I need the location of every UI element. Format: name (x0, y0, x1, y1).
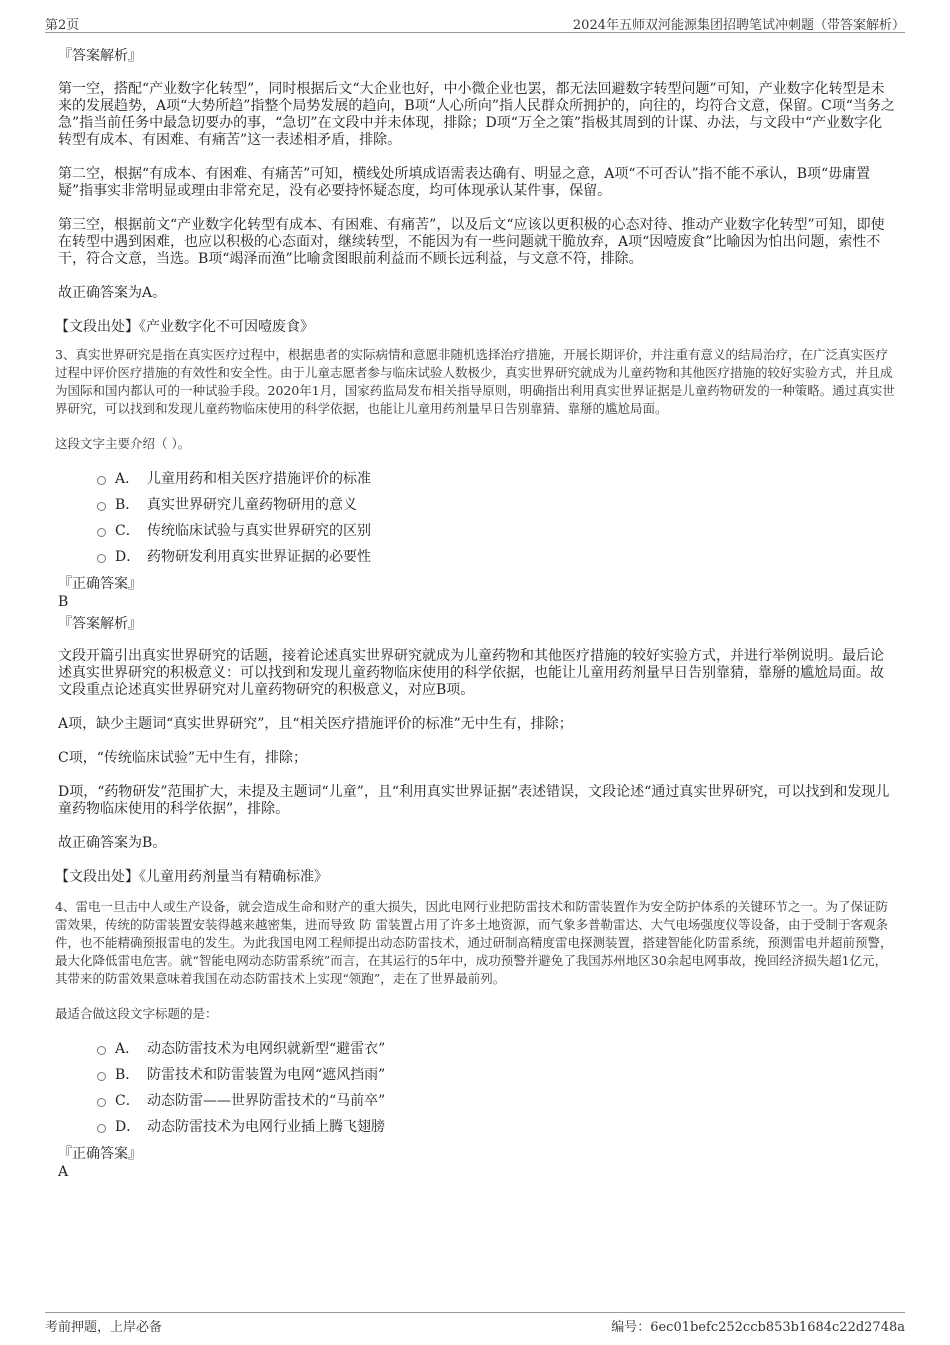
correct-answer: B (58, 594, 69, 610)
question-3-prompt: 这段文字主要介绍（ ）。 (55, 436, 191, 451)
radio-icon[interactable] (97, 502, 106, 511)
answer-analysis-label: 『答案解析』 (58, 48, 142, 64)
radio-icon[interactable] (97, 476, 106, 485)
option-c[interactable]: C． 动态防雷——世界防雷技术的“马前卒” (97, 1088, 895, 1114)
analysis-paragraph: D项，“药物研发”范围扩大，未提及主题词“儿童”，且“利用真实世界证据”表述错误，文段论述“通过真实世界研究，可以找到和发现儿童药物临床使用的科学依据”，排除。 (58, 784, 890, 817)
correct-answer: A (58, 1164, 69, 1180)
analysis-paragraph: 第一空，搭配“产业数字化转型”，同时根据后文“大企业也好，中小微企业也罢，都无法回避数字转型问题”可知，产业数字化转型是未来的发展趋势，A项“大势所趋”指整个局势发展的趋向，B项“人心所向”指人民群众所拥护的，向往的，均符合文意，保留。C项“当务之急”指当前任务中最急切要办的事，“急切”在文段中并未体现，排除；D项“万全之策”指极其周到的计谋、办法，与文段中“产业数字化转型有成本、有困难、有痛苦”这一表述相矛盾，排除。 (58, 81, 895, 148)
page-footer (45, 1312, 905, 1335)
passage-source: 【文段出处】《儿童用药剂量当有精确标准》 (55, 869, 328, 885)
question-4-options (55, 1036, 895, 1140)
footer-slogan: 考前押题，上岸必备 (45, 1320, 163, 1335)
analysis-paragraph: C项，“传统临床试验”无中生有，排除； (58, 750, 308, 766)
analysis-conclusion: 故正确答案为A。 (58, 285, 167, 301)
radio-icon[interactable] (97, 1124, 106, 1133)
question-4-prompt: 最适合做这段文字标题的是： (55, 1006, 218, 1021)
analysis-paragraph: 第三空，根据前文“产业数字化转型有成本、有困难、有痛苦”，以及后文“应该以更积极的心态对待、推动产业数字化转型”可知，即使在转型中遇到困难，也应以积极的心态面对，继续转型，不能因为有一些问题就干脆放弃，A项“因噎废食”比喻因为怕出问题，索性不干，符合文意，当选。B项“竭泽而渔”比喻贪图眼前利益而不顾长远利益，与文意不符，排除。 (58, 217, 885, 267)
option-d[interactable]: D． 药物研发利用真实世界证据的必要性 (97, 544, 895, 570)
option-d[interactable]: D． 动态防雷技术为电网行业插上腾飞翅膀 (97, 1114, 895, 1140)
passage-source: 【文段出处】《产业数字化不可因噎废食》 (55, 319, 314, 335)
question-3-text: 3、真实世界研究是指在真实医疗过程中，根据患者的实际病情和意愿非随机选择治疗措施，开展长期评价，并注重有意义的结局治疗，在广泛真实医疗过程中评价医疗措施的有效性和安全性。由于儿童志愿者参与临床试验人数极少，真实世界研究就成为儿童药物和其他医疗措施的较好实验方式，并且成为国际和国内都认可的一种试验手段。2020年1月，国家药监局发布相关指导原则，明确指出利用真实世界证据是儿童药物研发的一种策略。通过真实世界研究，可以找到和发现儿童药物临床使用的科学依据，也能让儿童用药剂量早日告别靠猜、靠掰的尴尬局面。 (55, 347, 895, 416)
option-a[interactable]: A． 儿童用药和相关医疗措施评价的标准 (97, 466, 895, 492)
radio-icon[interactable] (97, 554, 106, 563)
document-id: 编号：6ec01befc252ccb853b1684c22d2748a (611, 1320, 905, 1335)
question-3-options (55, 466, 895, 570)
page-number: 第2页 (45, 18, 80, 33)
analysis-paragraph: 第二空，根据“有成本、有困难、有痛苦”可知，横线处所填成语需表达确有、明显之意，A项“不可否认”指不能不承认，B项“毋庸置疑”指事实非常明显或理由非常充足，没有必要持怀疑态度，均可体现承认某件事，保留。 (58, 166, 871, 199)
option-b[interactable]: B． 真实世界研究儿童药物研用的意义 (97, 492, 895, 518)
analysis-paragraph: A项，缺少主题词“真实世界研究”，且“相关医疗措施评价的标准”无中生有，排除； (58, 716, 573, 732)
option-c[interactable]: C． 传统临床试验与真实世界研究的区别 (97, 518, 895, 544)
document-title: 2024年五师双河能源集团招聘笔试冲刺题（带答案解析） (572, 18, 905, 33)
radio-icon[interactable] (97, 1098, 106, 1107)
option-b[interactable]: B． 防雷技术和防雷装置为电网“遮风挡雨” (97, 1062, 895, 1088)
radio-icon[interactable] (97, 1046, 106, 1055)
answer-analysis-label: 『答案解析』 (58, 616, 142, 632)
question-4-text: 4、雷电一旦击中人或生产设备，就会造成生命和财产的重大损失，因此电网行业把防雷技术和防雷装置作为安全防护体系的关键环节之一。为了保证防雷效果，传统的防雷装置安装得越来越密集，进而导致 防 雷装置占用了许多土地资源，而气象多普勒雷达、大气电场强度仪等设备，由于受制于客观条件，也不能精确预报雷电的发生。为此我国电网工程师提出动态防雷技术，通过研制高精度雷电探测装置，搭建智能化防雷系统，预测雷电并超前预警，最大化降低雷电危害。就“智能电网动态防雷系统”而言，在其运行的5年中，成功预警并避免了我国苏州地区30余起电网事故，挽回经济损失超1亿元，其带来的防雷效果意味着我国在动态防雷技术上实现“领跑”，走在了世界最前列。 (55, 899, 893, 986)
analysis-paragraph: 文段开篇引出真实世界研究的话题，接着论述真实世界研究就成为儿童药物和其他医疗措施的较好实验方式，并进行举例说明。最后论述真实世界研究的积极意义：可以找到和发现儿童药物临床使用的科学依据，也能让儿童用药剂量早日告别靠猜，靠掰的尴尬局面。故文段重点论述真实世界研究对儿童药物研究的积极意义，对应B项。 (58, 648, 884, 698)
correct-answer-label: 『正确答案』 (58, 1146, 142, 1162)
correct-answer-label: 『正确答案』 (58, 576, 142, 592)
radio-icon[interactable] (97, 528, 106, 537)
radio-icon[interactable] (97, 1072, 106, 1081)
page-content (55, 44, 895, 1181)
analysis-conclusion: 故正确答案为B。 (58, 835, 167, 851)
page-header (45, 14, 905, 33)
option-a[interactable]: A． 动态防雷技术为电网织就新型“避雷衣” (97, 1036, 895, 1062)
